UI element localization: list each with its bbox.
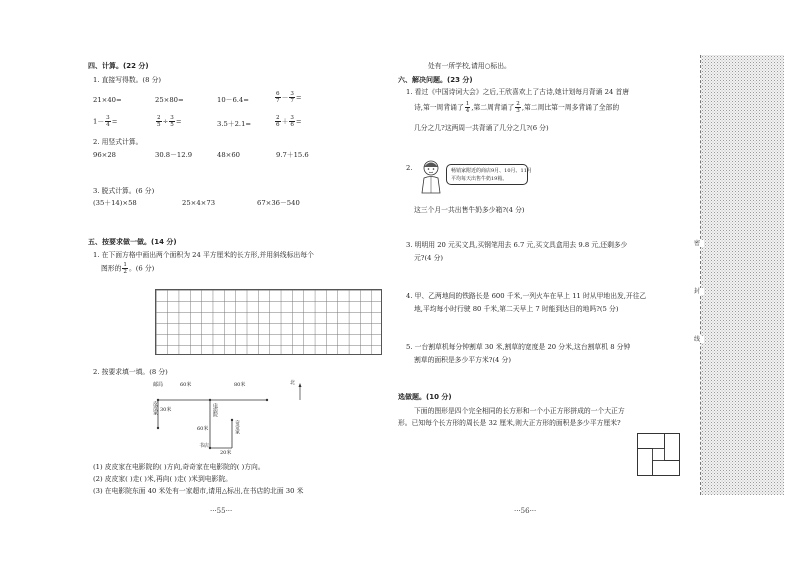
section-6-title: 六、解决问题。(23 分) xyxy=(398,76,473,84)
section-4-title: 四、计算。(22 分) xyxy=(88,62,149,70)
s6-q2-question: 这三个月一共出售牛奶多少箱?(4 分) xyxy=(414,206,525,214)
map-bookstore-label: 书店 xyxy=(199,443,210,449)
map-30m-label: 30米 xyxy=(160,407,172,413)
qiqi-point xyxy=(231,419,233,421)
bookstore-point xyxy=(209,447,211,449)
vert-48x60: 48×60 xyxy=(217,151,240,159)
binding-char-feng: 封 xyxy=(690,288,704,295)
s6-q2-number: 2. xyxy=(406,164,413,172)
map-qiqi-label: 奇奇家 xyxy=(234,420,240,434)
map-60m-vert-label: 60米 xyxy=(197,426,209,432)
s5-q2-a2: (2) 皮皮家( )走( )米,再向( )走( )米到电影院。 xyxy=(93,475,232,483)
calc-frac-add: $\frac{2}{6}$ ＋ $\frac{3}{6}$ = xyxy=(276,115,302,128)
map-cinema-label: 电影院 xyxy=(212,403,218,417)
s7-line1: 下面的图形是四个完全相同的长方形和一个小正方形拼成的一个大正方 xyxy=(414,407,625,415)
bubble-line2: 平均每天出售牛奶19箱。 xyxy=(451,176,508,182)
calc-1-minus-frac: 1－ $\frac{3}{4}$ = xyxy=(93,115,118,128)
speech-bubble xyxy=(446,164,532,185)
section-5-title: 五、按要求做一做。(14 分) xyxy=(88,238,177,246)
teacher-illustration xyxy=(418,158,444,194)
pipi-point xyxy=(157,427,159,429)
step-2: 25×4×73 xyxy=(182,199,216,207)
calc-frac-sub: $\frac{6}{7}$ － $\frac{3}{7}$ = xyxy=(276,91,302,104)
calc-25x80: 25×80= xyxy=(155,96,184,104)
east-point xyxy=(266,399,268,401)
s7-line2: 形。已知每个长方形的周长是 32 厘米,则大正方形的面积是多少平方厘米? xyxy=(398,419,621,427)
s6-q1-line3: 几分之几?这两周一共背诵了几分之几?(6 分) xyxy=(414,124,549,132)
vert-9.7+15.6: 9.7＋15.6 xyxy=(276,151,309,159)
square-figure xyxy=(637,433,680,476)
s6-q1-line1: 1. 看过《中国诗词大会》之后,王欣喜欢上了古诗,她计划每月背诵 24 首唐 xyxy=(406,88,630,96)
map-post-label: 邮局 xyxy=(153,382,164,388)
page-number-left: ···55··· xyxy=(210,507,233,515)
calc-21x40: 21×40= xyxy=(93,96,122,104)
map-80m-label: 80米 xyxy=(234,382,246,388)
s5-q1-line2: 图形的 $\frac{1}{2}$ 。(6 分) xyxy=(101,262,155,275)
vert-96x28: 96×28 xyxy=(93,151,116,159)
s5-continued: 处有一所学校,请用○标出。 xyxy=(428,62,511,70)
binding-cut-line xyxy=(700,55,701,495)
s6-q5-line2: 割草的面积是多少平方米?(4 分) xyxy=(414,356,511,364)
page-number-right: ···56··· xyxy=(514,507,537,515)
s6-q3-line2: 元?(4 分) xyxy=(414,254,444,262)
q2-title: 2. 用竖式计算。 xyxy=(93,138,143,146)
map-60m-label: 60米 xyxy=(180,382,192,388)
binding-strip-pattern xyxy=(701,55,784,495)
north-arrow-head xyxy=(299,383,302,387)
q3-title: 3. 脱式计算。(6 分) xyxy=(93,187,155,195)
binding-char-xian: 线 xyxy=(690,336,704,343)
q1-title: 1. 直接写得数。(8 分) xyxy=(93,76,162,84)
map-20m-label: 20米 xyxy=(220,450,232,456)
calc-10-6.4: 10－6.4= xyxy=(217,96,249,104)
s6-q1-line2: 诗,第一周背诵了 $\frac{1}{4}$ ,第二周背诵了 $\frac{2}{3}$ ,第二周比第一周多背诵了全部的 xyxy=(414,101,620,114)
s6-q4-line2: 地,平均每小时行驶 80 千米,第二天早上 7 时能到达目的地吗?(5 分) xyxy=(414,305,619,313)
map-pipi-label: 皮皮家 xyxy=(152,401,158,415)
calc-3.5+2.1: 3.5＋2.1= xyxy=(217,120,252,128)
s6-q3-line1: 3. 明明用 20 元买文具,买钢笔用去 6.7 元,买文具盒用去 9.8 元,还剩多少 xyxy=(406,241,628,249)
s5-q2-a3: (3) 在电影院东面 40 米处有一家超市,请用△标出,在书店的北面 30 米 xyxy=(93,487,304,495)
s5-q2-title: 2. 按要求填一填。(8 分) xyxy=(93,368,168,376)
section-7-title: 选做题。(10 分) xyxy=(398,393,452,401)
cinema-point xyxy=(209,399,211,401)
binding-char-mi: 密 xyxy=(690,240,704,247)
calc-frac-div: $\frac{2}{5}$ ÷ $\frac{3}{5}$ = xyxy=(157,115,182,128)
map-north-label: 北 xyxy=(290,380,296,386)
step-3: 67×36－540 xyxy=(257,199,300,207)
s6-q5-line1: 5. 一台割草机每分钟割草 30 米,割草的宽度是 20 分米,这台割草机 8 分钟 xyxy=(406,343,631,351)
s6-q4-line1: 4. 甲、乙两地间的铁路长是 600 千米,一列火车在早上 11 时从甲地出发,开往乙 xyxy=(406,292,647,300)
s5-q2-a1: (1) 皮皮家在电影院的( )方向,奇奇家在电影院的( )方向。 xyxy=(93,463,265,471)
step-1: (35＋14)×58 xyxy=(93,199,137,207)
route-map xyxy=(150,380,310,460)
drawing-grid[interactable] xyxy=(155,289,382,355)
bubble-line1: 畅销家附近的商店9月、10月、11月 xyxy=(451,168,532,174)
vert-30.8-12.9: 30.8－12.9 xyxy=(155,151,193,159)
s5-q1-line1: 1. 在下面方格中画出两个面积为 24 平方厘米的长方形,并用斜线标出每个 xyxy=(93,251,314,259)
